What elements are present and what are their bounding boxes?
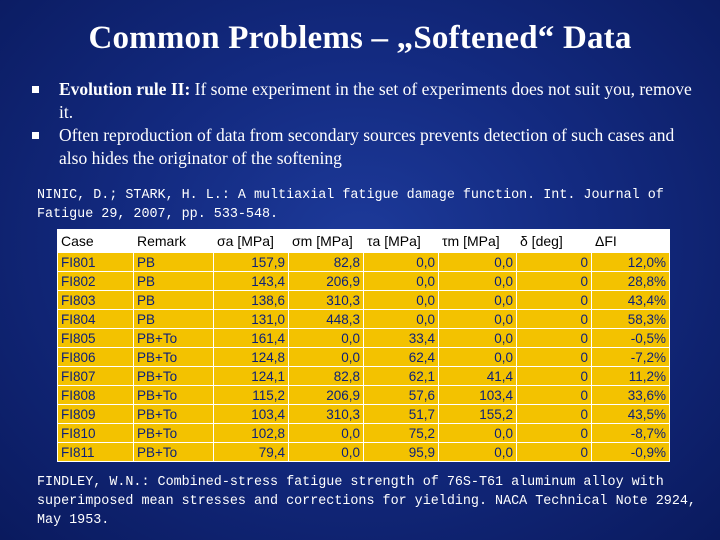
header-delta: δ [deg] — [517, 230, 592, 253]
cell-sigma-m: 0,0 — [289, 329, 364, 348]
slide-title: Common Problems – „Softened“ Data — [88, 20, 632, 56]
cell-tau-a: 0,0 — [364, 253, 439, 272]
cell-case: FI808 — [58, 386, 134, 405]
cell-sigma-a: 138,6 — [214, 291, 289, 310]
cell-sigma-m: 82,8 — [289, 367, 364, 386]
cell-remark: PB — [134, 253, 214, 272]
cell-tau-m: 0,0 — [439, 310, 517, 329]
cell-sigma-m: 448,3 — [289, 310, 364, 329]
cell-case: FI810 — [58, 424, 134, 443]
cell-delta-fi: 43,4% — [592, 291, 670, 310]
bullet-text: If some experiment in the set of experiments does not suit you, remove it. — [59, 79, 692, 122]
cell-tau-a: 75,2 — [364, 424, 439, 443]
table-row — [58, 424, 670, 443]
cell-tau-a: 0,0 — [364, 272, 439, 291]
table-row — [58, 443, 670, 462]
cell-tau-m: 0,0 — [439, 348, 517, 367]
cell-delta: 0 — [517, 253, 592, 272]
data-table — [57, 229, 670, 462]
cell-sigma-m: 82,8 — [289, 253, 364, 272]
cell-remark: PB+To — [134, 424, 214, 443]
cell-delta-fi: 28,8% — [592, 272, 670, 291]
cell-remark: PB+To — [134, 367, 214, 386]
cell-case: FI802 — [58, 272, 134, 291]
cell-tau-a: 62,4 — [364, 348, 439, 367]
cell-case: FI805 — [58, 329, 134, 348]
reference-ninic: NINIC, D.; STARK, H. L.: A multiaxial fatigue damage function. Int. Journal of Fatigue 29, 2007, pp. 533-548. — [37, 188, 664, 222]
cell-delta-fi: 58,3% — [592, 310, 670, 329]
cell-remark: PB+To — [134, 348, 214, 367]
cell-tau-a: 95,9 — [364, 443, 439, 462]
cell-case: FI807 — [58, 367, 134, 386]
cell-remark: PB — [134, 272, 214, 291]
cell-tau-a: 57,6 — [364, 386, 439, 405]
bullet-bold-lead: Evolution rule II: — [59, 79, 191, 99]
table-row — [58, 253, 670, 272]
cell-tau-m: 0,0 — [439, 272, 517, 291]
cell-case: FI801 — [58, 253, 134, 272]
cell-remark: PB+To — [134, 443, 214, 462]
bullet-square-icon — [32, 132, 39, 139]
cell-sigma-m: 206,9 — [289, 386, 364, 405]
cell-delta-fi: 33,6% — [592, 386, 670, 405]
cell-remark: PB+To — [134, 329, 214, 348]
cell-tau-m: 0,0 — [439, 443, 517, 462]
bullet-text: Often reproduction of data from secondary sources prevents detection of such cases and also hides the originator of the softening — [59, 125, 675, 168]
bullet-item — [32, 124, 702, 170]
cell-tau-a: 0,0 — [364, 291, 439, 310]
table-header-row — [58, 230, 670, 253]
cell-delta: 0 — [517, 310, 592, 329]
cell-sigma-m: 310,3 — [289, 405, 364, 424]
cell-delta: 0 — [517, 291, 592, 310]
data-table-container — [57, 229, 669, 461]
cell-sigma-m: 310,3 — [289, 291, 364, 310]
cell-delta: 0 — [517, 443, 592, 462]
header-sigma-a: σa [MPa] — [214, 230, 289, 253]
cell-delta: 0 — [517, 272, 592, 291]
cell-delta: 0 — [517, 386, 592, 405]
header-sigma-m: σm [MPa] — [289, 230, 364, 253]
table-row — [58, 367, 670, 386]
reference-findley: FINDLEY, W.N.: Combined-stress fatigue strength of 76S-T61 aluminum alloy with superimposed mean stresses and corrections for yielding. NACA Technical Note 2924, May 1953. — [37, 475, 696, 528]
cell-sigma-a: 157,9 — [214, 253, 289, 272]
cell-case: FI806 — [58, 348, 134, 367]
cell-remark: PB — [134, 291, 214, 310]
cell-sigma-a: 124,8 — [214, 348, 289, 367]
cell-case: FI811 — [58, 443, 134, 462]
cell-delta: 0 — [517, 405, 592, 424]
cell-sigma-a: 115,2 — [214, 386, 289, 405]
cell-sigma-a: 131,0 — [214, 310, 289, 329]
cell-tau-m: 155,2 — [439, 405, 517, 424]
cell-sigma-a: 143,4 — [214, 272, 289, 291]
cell-tau-m: 0,0 — [439, 291, 517, 310]
cell-tau-a: 33,4 — [364, 329, 439, 348]
table-row — [58, 291, 670, 310]
cell-tau-a: 0,0 — [364, 310, 439, 329]
cell-tau-a: 51,7 — [364, 405, 439, 424]
header-remark: Remark — [134, 230, 214, 253]
cell-delta-fi: -8,7% — [592, 424, 670, 443]
cell-delta: 0 — [517, 367, 592, 386]
cell-case: FI809 — [58, 405, 134, 424]
cell-delta-fi: 12,0% — [592, 253, 670, 272]
table-row — [58, 310, 670, 329]
cell-tau-m: 0,0 — [439, 424, 517, 443]
cell-case: FI804 — [58, 310, 134, 329]
cell-sigma-m: 0,0 — [289, 348, 364, 367]
cell-remark: PB — [134, 310, 214, 329]
cell-delta-fi: 11,2% — [592, 367, 670, 386]
cell-sigma-a: 79,4 — [214, 443, 289, 462]
cell-delta-fi: -0,9% — [592, 443, 670, 462]
cell-remark: PB+To — [134, 405, 214, 424]
cell-delta: 0 — [517, 329, 592, 348]
header-delta-fi: ΔFI — [592, 230, 670, 253]
cell-case: FI803 — [58, 291, 134, 310]
table-row — [58, 405, 670, 424]
cell-delta-fi: -7,2% — [592, 348, 670, 367]
bullet-square-icon — [32, 86, 39, 93]
table-row — [58, 348, 670, 367]
header-case: Case — [58, 230, 134, 253]
cell-tau-m: 0,0 — [439, 253, 517, 272]
table-row — [58, 329, 670, 348]
cell-delta: 0 — [517, 348, 592, 367]
cell-sigma-a: 161,4 — [214, 329, 289, 348]
cell-sigma-a: 103,4 — [214, 405, 289, 424]
bullet-list — [32, 78, 702, 170]
bullet-item — [32, 78, 702, 124]
cell-delta-fi: 43,5% — [592, 405, 670, 424]
cell-tau-m: 103,4 — [439, 386, 517, 405]
cell-tau-m: 41,4 — [439, 367, 517, 386]
cell-sigma-a: 102,8 — [214, 424, 289, 443]
cell-delta: 0 — [517, 424, 592, 443]
table-row — [58, 272, 670, 291]
cell-tau-m: 0,0 — [439, 329, 517, 348]
cell-sigma-m: 206,9 — [289, 272, 364, 291]
cell-delta-fi: -0,5% — [592, 329, 670, 348]
header-tau-a: τa [MPa] — [364, 230, 439, 253]
table-row — [58, 386, 670, 405]
header-tau-m: τm [MPa] — [439, 230, 517, 253]
cell-tau-a: 62,1 — [364, 367, 439, 386]
cell-remark: PB+To — [134, 386, 214, 405]
cell-sigma-a: 124,1 — [214, 367, 289, 386]
table-body — [58, 253, 670, 462]
cell-sigma-m: 0,0 — [289, 424, 364, 443]
cell-sigma-m: 0,0 — [289, 443, 364, 462]
